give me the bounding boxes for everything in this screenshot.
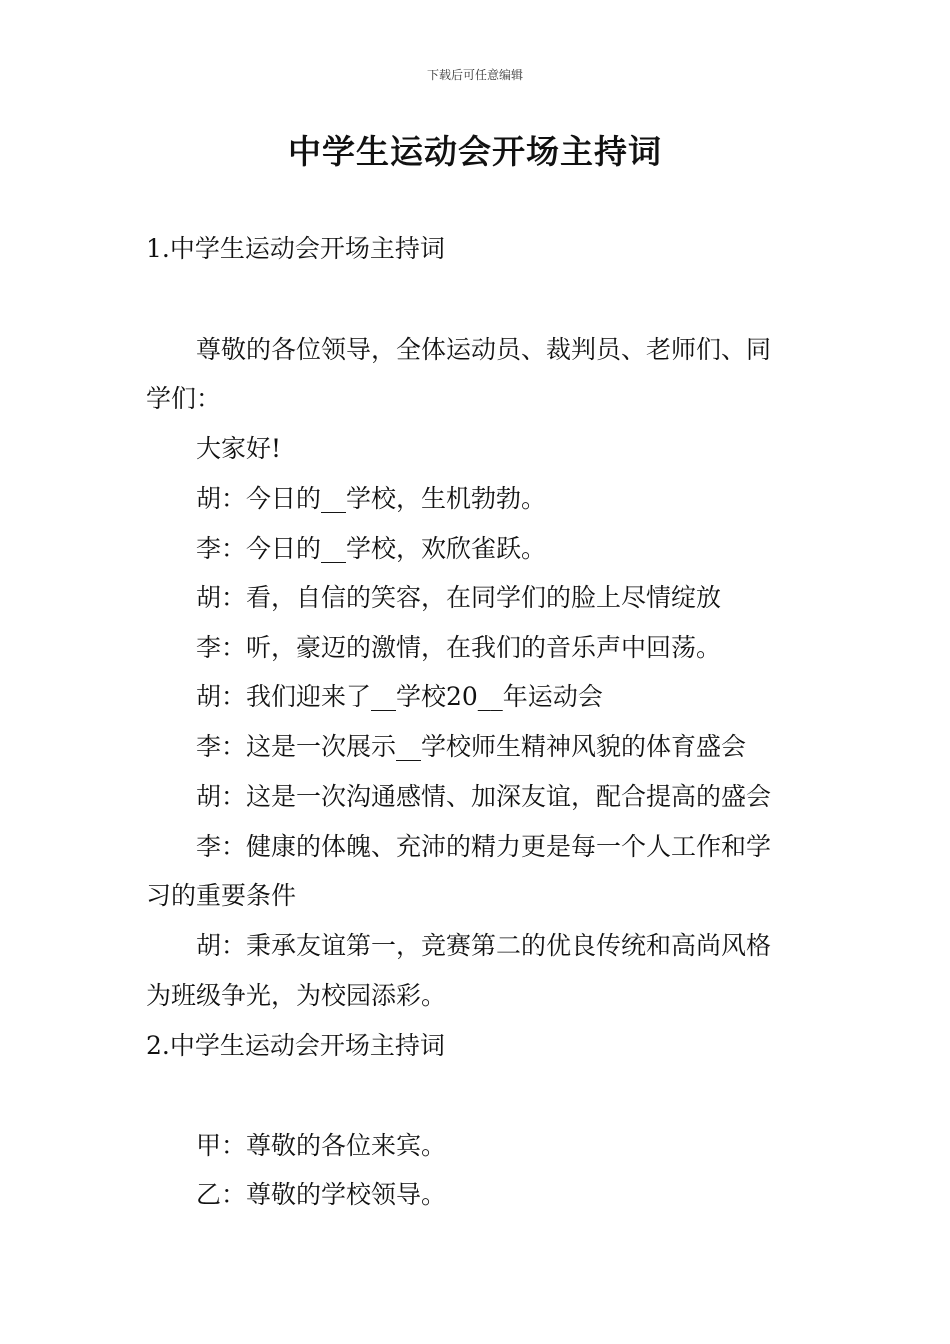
paragraph-line: 李：听，豪迈的激情，在我们的音乐声中回荡。 [196, 633, 722, 662]
paragraph-line: 胡：这是一次沟通感情、加深友谊，配合提高的盛会 [196, 782, 772, 811]
paragraph-line: 胡：今日的__学校，生机勃勃。 [196, 484, 547, 513]
paragraph-line: 李：健康的体魄、充沛的精力更是每一个人工作和学 [196, 832, 772, 861]
paragraph-line: 为班级争光，为校园添彩。 [146, 981, 447, 1010]
paragraph-line: 李：这是一次展示__学校师生精神风貌的体育盛会 [196, 732, 747, 761]
paragraph-line: 尊敬的各位领导，全体运动员、裁判员、老师们、同 [196, 335, 772, 364]
paragraph-line: 学们： [146, 384, 222, 413]
document-title: 中学生运动会开场主持词 [288, 132, 662, 171]
paragraph-line: 胡：我们迎来了__学校20__年运动会 [196, 682, 603, 711]
paragraph-line: 胡：看，自信的笑容，在同学们的脸上尽情绽放 [196, 583, 722, 612]
header-note: 下载后可任意编辑 [426, 68, 523, 82]
section-heading: 1.中学生运动会开场主持词 [146, 234, 445, 263]
paragraph-line: 乙：尊敬的学校领导。 [196, 1180, 447, 1209]
paragraph-line: 习的重要条件 [146, 881, 297, 910]
paragraph-line: 李：今日的__学校，欢欣雀跃。 [196, 534, 547, 563]
section-heading: 2.中学生运动会开场主持词 [146, 1031, 445, 1060]
paragraph-line: 胡：秉承友谊第一，竞赛第二的优良传统和高尚风格 [196, 931, 772, 960]
paragraph-line: 甲：尊敬的各位来宾。 [196, 1131, 447, 1160]
paragraph-line: 大家好! [196, 434, 282, 463]
